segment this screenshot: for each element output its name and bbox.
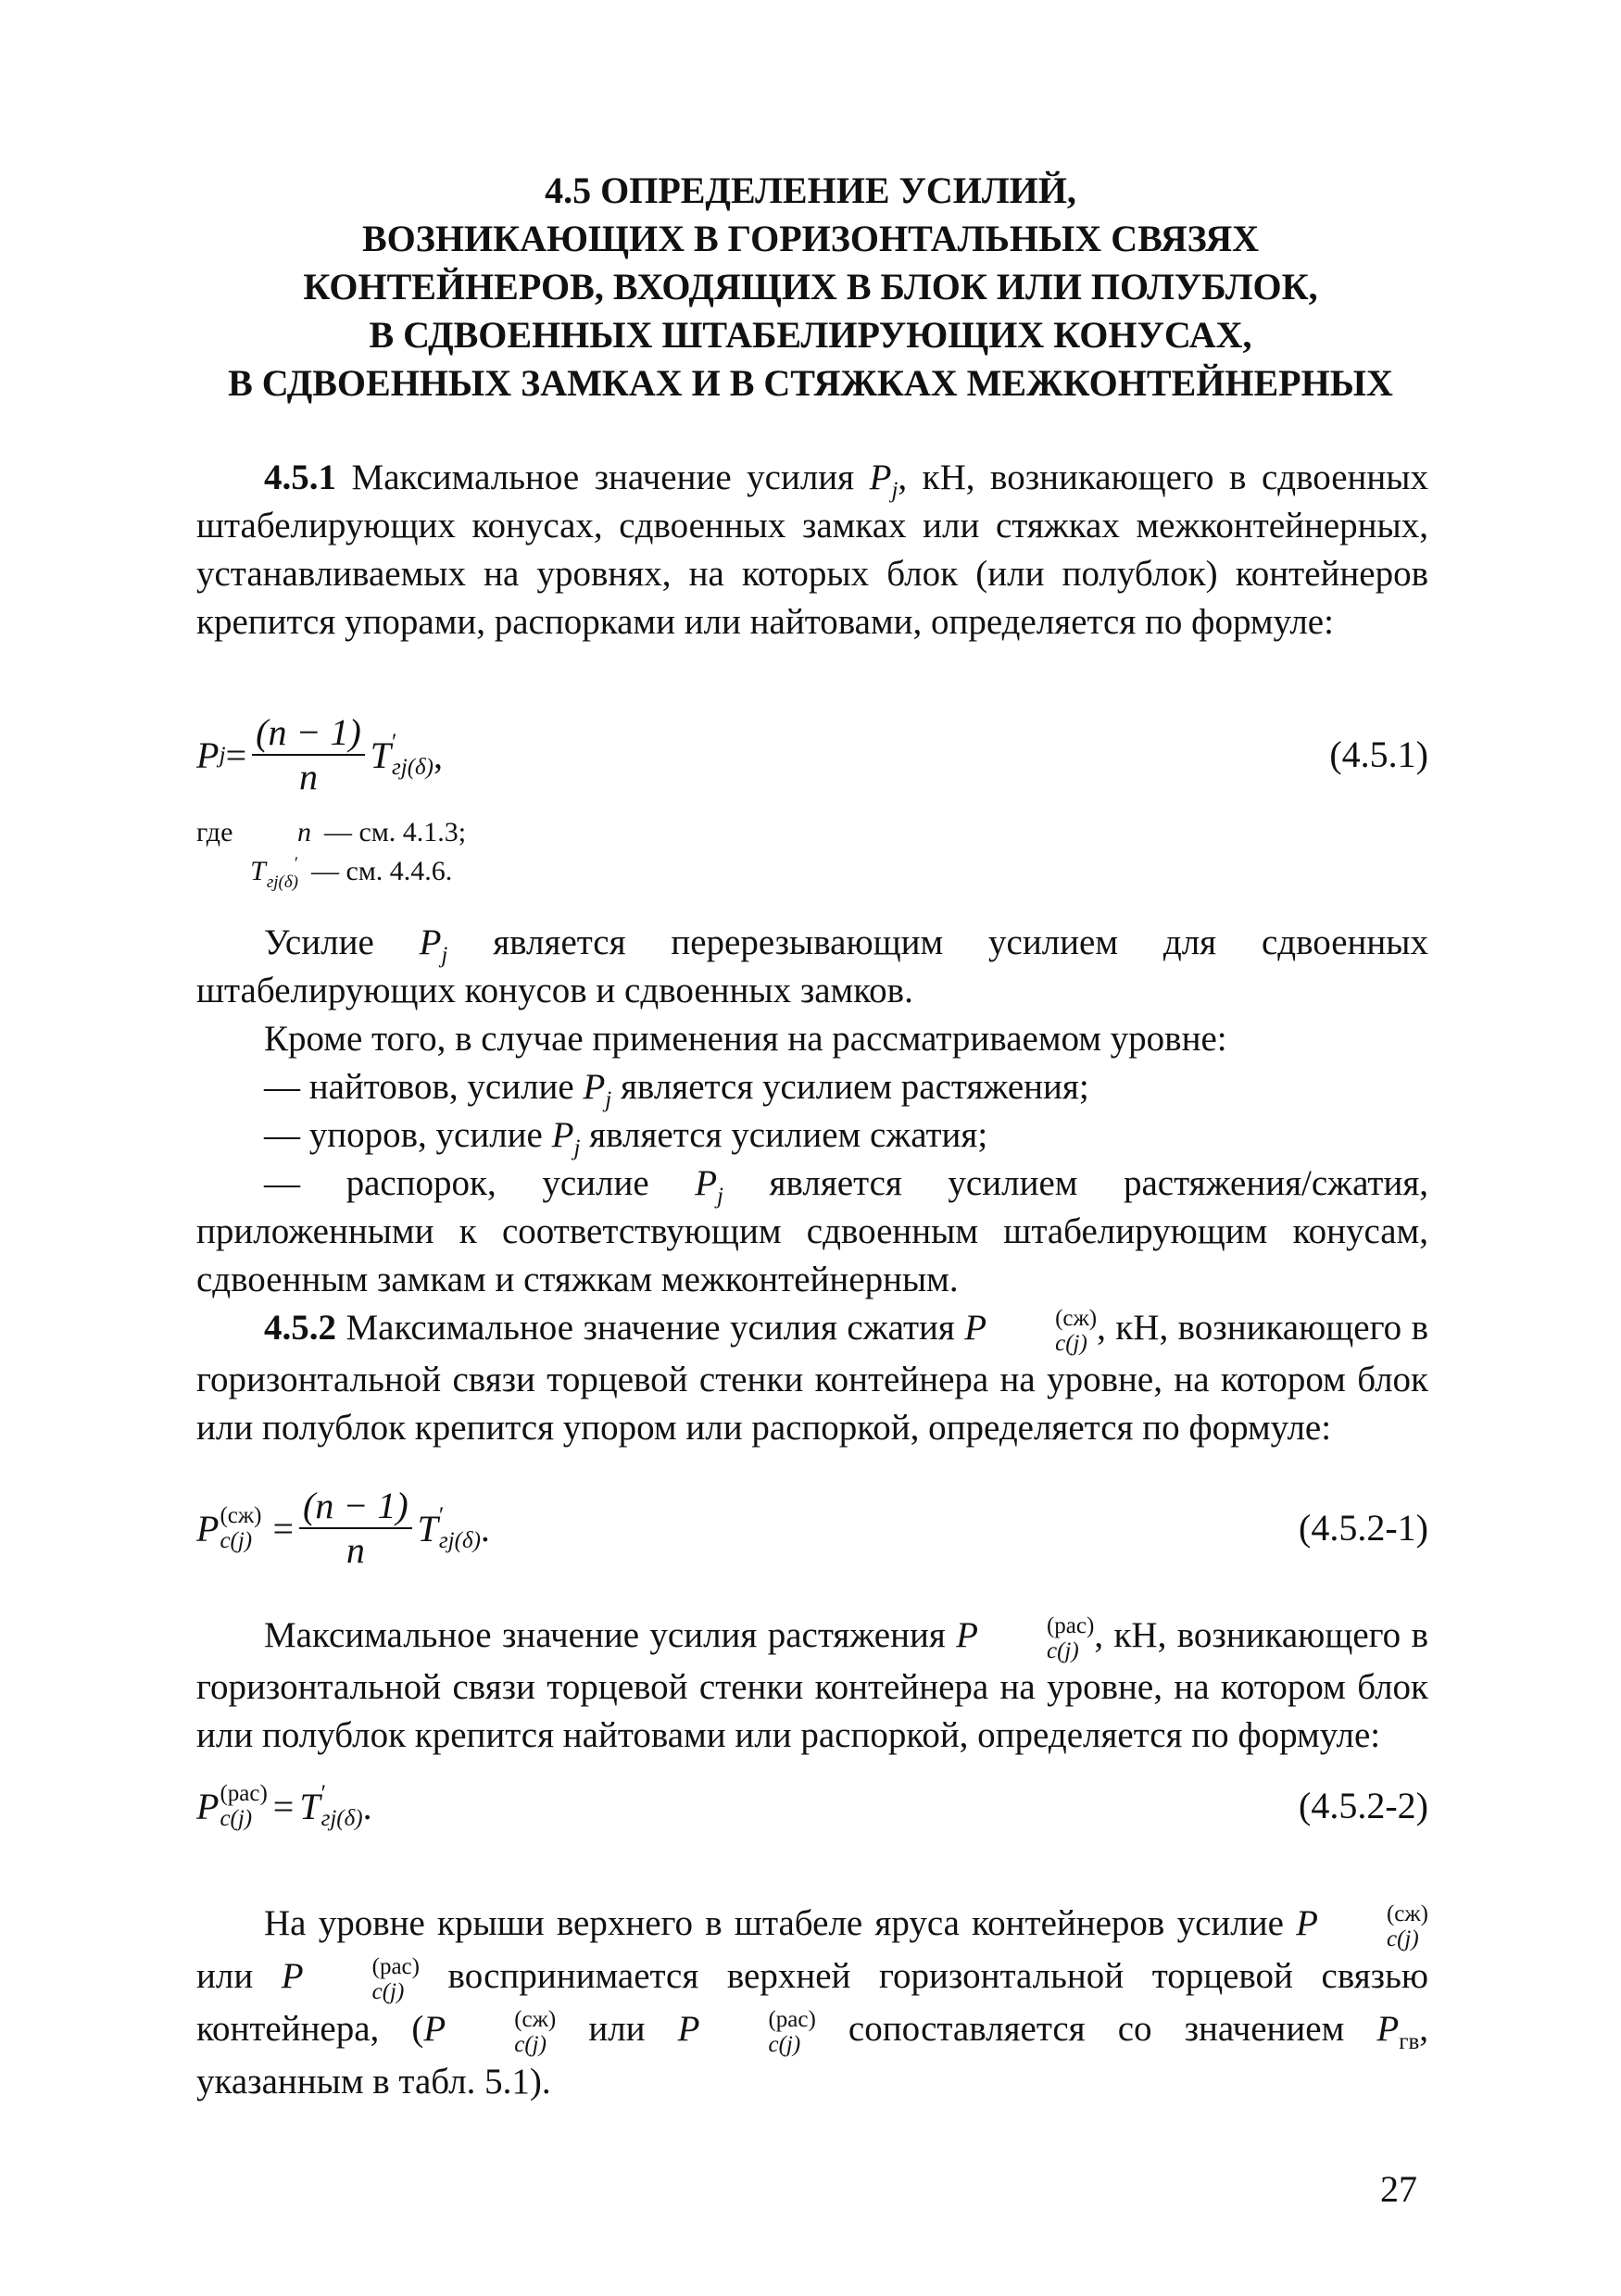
where-row — [196, 813, 845, 852]
math-symbol: P — [423, 2009, 446, 2050]
paragraph-text: — распорок, усилие — [264, 1163, 696, 1203]
body-paragraphs — [196, 919, 1428, 1452]
formula — [196, 1477, 490, 1579]
math-subscript: j — [891, 477, 898, 503]
paragraph-text: — найтовов, усилие — [264, 1067, 584, 1107]
math-subscript: c(j) — [1055, 1331, 1087, 1357]
heading-line: ВОЗНИКАЮЩИХ В ГОРИЗОНТАЛЬНЫХ СВЯЗЯХ — [361, 218, 1260, 259]
math-symbol: P — [1376, 2009, 1400, 2050]
where-text: — см. 4.4.6. — [311, 856, 453, 886]
math-symbol: T — [299, 1785, 320, 1827]
paragraph-text: Максимальное значение усилия сжатия — [336, 1308, 965, 1348]
math-subscript: j — [605, 1086, 612, 1112]
where-symbol — [196, 852, 298, 892]
paragraph-text: Усилие — [264, 922, 420, 962]
paragraph-text: или — [556, 2009, 678, 2050]
math-symbol: P — [677, 2009, 700, 2050]
math-superscript: ′ — [438, 1503, 445, 1528]
math-superscript: ′ — [392, 730, 397, 755]
math-subscript: c(j) — [514, 2032, 547, 2058]
math-symbol: P — [869, 458, 892, 497]
paragraph-roof-level — [196, 1899, 1428, 2107]
fraction-denominator: n — [346, 1529, 365, 1571]
math-operator: = — [272, 1507, 295, 1549]
clause-number: 4.5.1 — [264, 458, 336, 497]
paragraph-text: — упоров, усилие — [264, 1115, 552, 1155]
math-symbol: P — [695, 1163, 718, 1203]
math-operator: = — [272, 1785, 295, 1827]
heading-line: 4.5 ОПРЕДЕЛЕНИЕ УСИЛИЙ, — [545, 169, 1076, 211]
fraction-denominator: n — [298, 756, 318, 797]
paragraph-text: , кН, возникающего в горизонтальной связи торцевой стенки контейнера на уровне, на котором блок или полублок крепится упором или распоркой, определяется по формуле: — [196, 1308, 1428, 1449]
math-symbol: P — [281, 1956, 304, 1997]
math-superscript: (рас) — [1046, 1613, 1095, 1639]
where-text: — см. 4.1.3; — [324, 817, 467, 847]
math-subscript: гв — [1399, 2028, 1420, 2054]
fraction — [252, 711, 365, 798]
clause-number: 4.5.2 — [264, 1308, 336, 1348]
math-superscript: (сж) — [514, 2007, 557, 2033]
math-superscript: (рас) — [220, 1781, 268, 1806]
math-subscript: гj(δ) — [266, 872, 298, 893]
math-symbol: P — [956, 1615, 978, 1655]
math-symbol: P — [196, 1507, 220, 1549]
math-symbol: P — [583, 1067, 606, 1107]
math-symbol: T — [250, 856, 266, 886]
paragraph-text: На уровне крыши верхнего в штабеле яруса контейнеров усилие — [264, 1903, 1297, 1943]
math-subscript: c(j) — [1046, 1638, 1079, 1664]
where-block — [196, 813, 845, 892]
formula — [196, 704, 443, 806]
formula — [196, 1755, 372, 1857]
math-operator: = — [225, 734, 247, 776]
page-number: 27 — [1380, 2168, 1417, 2210]
paragraph-text: является усилием сжатия; — [580, 1115, 988, 1155]
section-heading — [185, 167, 1436, 408]
paragraph-text: , кН, возникающего в горизонтальной связи торцевой стенки контейнера на уровне, на котором блок или полублок крепится найтовами или распоркой, определяется по формуле: — [196, 1615, 1428, 1756]
math-symbol: T — [417, 1507, 438, 1549]
math-subscript: c(j) — [371, 1979, 405, 2005]
math-subscript: j — [441, 942, 448, 968]
paragraph-text: Максимальное значение усилия — [336, 458, 870, 497]
math-subscript: j — [573, 1135, 581, 1161]
math-subscript: гj(δ) — [392, 755, 434, 780]
equation-number: (4.5.2-2) — [1299, 1785, 1428, 1826]
math-subscript: гj(δ) — [320, 1806, 363, 1831]
where-word: где — [196, 817, 233, 847]
heading-line: В СДВОЕННЫХ ЗАМКАХ И В СТЯЖКАХ МЕЖКОНТЕЙНЕРНЫХ — [228, 362, 1393, 404]
math-symbol: T — [370, 734, 392, 776]
equation-number: (4.5.2-1) — [1299, 1507, 1428, 1549]
equation-4-5-2-2 — [196, 1755, 1428, 1857]
paragraph-tension — [196, 1612, 1428, 1760]
paragraph-text: является перерезывающим усилием для сдвоенных штабелирующих конусов и сдвоенных замков. — [196, 922, 1428, 1010]
math-superscript: (рас) — [768, 2007, 816, 2033]
paragraph-text: , кН, возникающего в сдвоенных штабелирующих конусах, сдвоенных замках или стяжках межконтейнерных, устанавливаемых на уровнях, на которых блок (или полублок) контейнеров крепится упорами, распорками или найтовами, определяется по формуле: — [196, 458, 1428, 642]
math-symbol: P — [419, 922, 442, 962]
where-row — [196, 852, 845, 892]
math-punctuation: , — [434, 734, 443, 776]
paragraph-text: Кроме того, в случае применения на рассматриваемом уровне: — [264, 1019, 1227, 1059]
heading-line: В СДВОЕННЫХ ШТАБЕЛИРУЮЩИХ КОНУСАХ, — [369, 314, 1252, 356]
paragraph-text: Максимальное значение усилия растяжения — [264, 1615, 957, 1655]
math-subscript: j — [717, 1183, 723, 1209]
math-superscript: ′ — [320, 1781, 327, 1806]
heading-line: КОНТЕЙНЕРОВ, ВХОДЯЩИХ В БЛОК ИЛИ ПОЛУБЛОК, — [303, 266, 1318, 307]
fraction-numerator: (n − 1) — [256, 711, 361, 753]
math-subscript: j — [219, 741, 226, 768]
paragraph-text: является усилием растяжения; — [611, 1067, 1089, 1107]
equation-4-5-1 — [196, 704, 1428, 806]
math-symbol: P — [196, 734, 220, 776]
paragraph-text: , указанным в табл. 5.1). — [196, 2009, 1428, 2102]
equation-number: (4.5.1) — [1329, 734, 1428, 775]
math-superscript: ′ — [294, 854, 298, 874]
math-symbol: P — [551, 1115, 574, 1155]
fraction — [299, 1485, 412, 1572]
paragraph-4-5-1 — [196, 454, 1428, 646]
math-superscript: (рас) — [371, 1954, 420, 1980]
math-punctuation: . — [362, 1785, 372, 1827]
math-subscript: гj(δ) — [438, 1528, 481, 1553]
paragraph-text: воспринимается верхней горизонтальной торцевой связью контейнера, ( — [196, 1956, 1428, 2050]
math-superscript: (сж) — [220, 1503, 262, 1528]
math-subscript: c(j) — [1386, 1926, 1419, 1952]
paragraph-text: или — [196, 1956, 282, 1997]
math-symbol: P — [196, 1785, 220, 1827]
paragraph-text: сопоставляется со значением — [815, 2009, 1377, 2050]
equation-4-5-2-1 — [196, 1477, 1428, 1579]
math-symbol: n — [297, 817, 311, 847]
math-subscript: c(j) — [768, 2032, 801, 2058]
fraction-numerator: (n − 1) — [303, 1485, 408, 1526]
math-punctuation: . — [480, 1507, 490, 1549]
paragraph-text: является усилием растяжения/сжатия, приложенными к соответствующим сдвоенным штабелирующим конусам, сдвоенным замкам и стяжкам межконтейнерным. — [196, 1163, 1429, 1299]
math-superscript: (сж) — [1055, 1306, 1098, 1332]
math-superscript: (сж) — [1386, 1901, 1428, 1927]
math-symbol: P — [964, 1308, 987, 1348]
math-subscript: c(j) — [220, 1806, 253, 1831]
math-subscript: c(j) — [220, 1528, 253, 1553]
math-symbol: P — [1296, 1903, 1318, 1943]
